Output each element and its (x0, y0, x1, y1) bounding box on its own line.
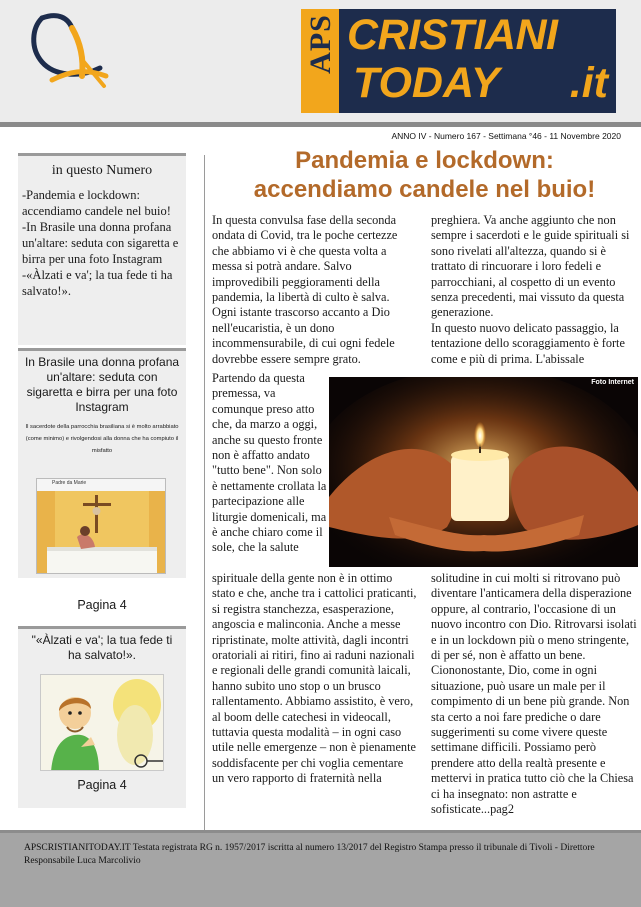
article-body-right-bottom (431, 571, 637, 818)
story-subtitle: Il sacerdote della parrocchia brasiliana si è molto arrabbiato (come minimo) e rivolgendosi alla donna che ha compiuto il misfatto (25, 424, 179, 454)
toc-box (18, 153, 186, 345)
story-page-ref[interactable]: Pagina 4 (77, 778, 127, 792)
footer-text: APSCRISTIANITODAY.IT Testata registrata RG n. 1957/2017 iscritta al numero 13/2017 del Registro Stampa presso il tribunale di Tivoli - Direttore Responsabile Luca Marcolivio (24, 843, 595, 866)
article-headline (212, 146, 637, 204)
masthead (301, 9, 616, 113)
candle-hands-icon (329, 377, 638, 567)
headline-line2: accendiamo candele nel buio! (253, 176, 596, 203)
footer (0, 830, 641, 907)
article-paragraph: In questo nuovo delicato passaggio, la tentazione dello scoraggiamento è forte come e più di prima. L'abissale (431, 320, 625, 366)
story-teaser-brasile (18, 348, 186, 612)
fish-cross-logo-icon (22, 6, 114, 92)
altar-image-icon (37, 479, 166, 574)
masthead-title-line1: CRISTIANI (347, 11, 558, 59)
thumbnail-caption: Padre da Marie (52, 480, 87, 486)
story-title[interactable]: In Brasile una donna profana un'altare: seduta con sigaretta e birra per una foto Instagram (24, 355, 180, 414)
story-page-ref[interactable]: Pagina 4 (77, 598, 127, 612)
article-paragraph: preghiera. Va anche aggiunto che non sempre i sacerdoti e le guide spirituali si sono rivelati all'altezza, quando si è trattato di rincuorare i loro fedeli e parrocchiani, al cospetto di un evento senza precedenti, mai vissuto da questa generazione. (431, 213, 630, 320)
toc-item[interactable]: -In Brasile una donna profana un'altare: seduta con sigaretta e birra per una foto Instagram (22, 220, 179, 266)
article-paragraph: In questa convulsa fase della seconda ondata di Covid, tra le poche certezze che abbiamo vi è che questa volta a messa si potrà andare. Salvo improvedibili peggioramenti della pandemia, la libertà di culto è salva. Ogni istante trascorso accanto a Dio nell'eucaristia, è un dono incommensurabile, di cui ogni fedele dovrebbe essere sempre grato. (212, 213, 398, 366)
masthead-domain: .it (569, 59, 608, 107)
story-teaser-fede (18, 626, 186, 808)
toc-title: in questo Numero (51, 163, 153, 178)
story-title[interactable]: "«Àlzati e va'; la tua fede ti ha salvato!». (31, 633, 173, 662)
article-body-left-narrow (212, 371, 328, 556)
aps-label: APS (304, 14, 337, 74)
issue-line: ANNO IV - Numero 167 - Settimana °46 - 11 Novembre 2020 (391, 131, 621, 141)
article-photo-candle (329, 377, 638, 567)
headline-line1: Pandemia e lockdown: (295, 147, 554, 174)
header (0, 0, 641, 122)
story-thumbnail-altar[interactable] (36, 478, 166, 574)
article-paragraph: Partendo da questa premessa, va comunque preso atto che, da marzo a oggi, anche su questo fronte non è affatto andato "tutto bene". Non solo è nettamente crollata la partecipazione alle liturgie domenicali, ma è anche chiaro come il sole, che la salute (212, 371, 327, 555)
story-thumbnail-cartoon[interactable] (40, 674, 164, 771)
aps-strip (301, 9, 339, 113)
toc-item[interactable]: -Pandemia e lockdown: accendiamo candele nel buio! (22, 188, 171, 218)
article-body-left-top (212, 213, 417, 367)
toc-list (18, 187, 186, 299)
article-body-right-top (431, 213, 637, 367)
article-body-left-bottom (212, 571, 417, 787)
masthead-title-line2: TODAY (353, 59, 500, 107)
toc-item[interactable]: -«Àlzati e va'; la tua fede ti ha salvato!». (22, 268, 173, 298)
article-paragraph: solitudine in cui molti si ritrovano può diventare l'anticamera della disperazione oppure, al contrario, l'occasione di un nuovo incontro con Dio. Ritrovarsi isolati e in un lockdown più o meno stringente, di per sé, non è affatto un bene. Ciononostante, Dio, come in ogni situazione, può usare un male per il compimento di un bene più grande. Non sta certo a noi fare prediche o dare suggerimenti su come vivere queste settimane difficili. Possiamo però prendere atto della realtà presente e mettervi in pratica tutto ciò che la Chiesa ci ha insegnato: non astratte e sofisticate...pag2 (431, 571, 637, 817)
sidebar (18, 153, 186, 828)
column-divider (204, 155, 205, 830)
photo-credit: Foto Internet (591, 379, 634, 386)
header-rule (0, 122, 641, 127)
cartoon-image-icon (41, 675, 164, 771)
article-paragraph: spirituale della gente non è in ottimo stato e che, anche tra i cattolici praticanti, si registra stanchezza, esasperazione, angoscia e malinconia. Anche a messe ripristinate, molte attività, dagli incontri oratoriali ai ritiri, fino ai raduni nazionali e regionali delle grandi comunità laicali, hanno subito uno stop o un brusco rallentamento. Abbiamo assistito, è vero, al boom delle catechesi in videocall, tuttavia questa modalità – in ogni caso utile nelle emergenze – non è pienamente soddisfacente per chi voglia cementare un vero rapporto di fraternità nella (212, 571, 417, 786)
